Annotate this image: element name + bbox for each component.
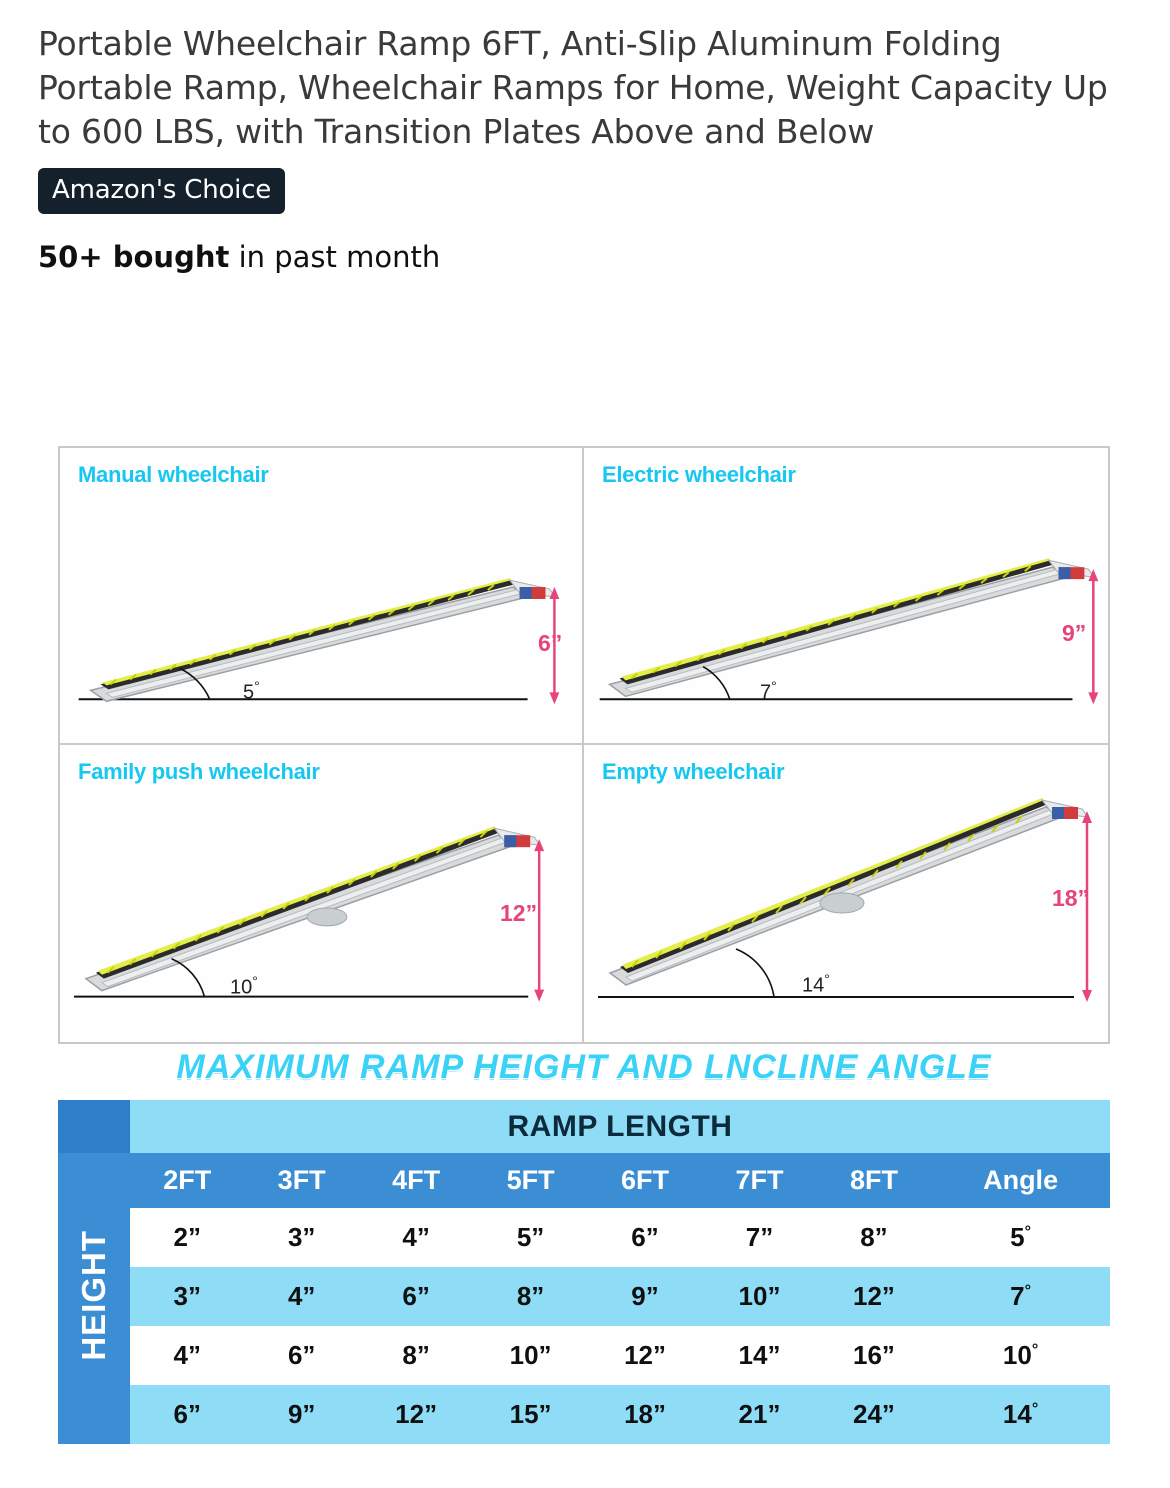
cell: 2” bbox=[130, 1208, 244, 1267]
bought-count bbox=[0, 214, 1170, 274]
cell: 12” bbox=[588, 1326, 702, 1385]
panel-height: 12” bbox=[500, 900, 538, 926]
panel-empty-wheelchair bbox=[584, 745, 1108, 1042]
cell-angle: 14° bbox=[931, 1385, 1110, 1444]
cell: 4” bbox=[244, 1267, 358, 1326]
cell: 24” bbox=[817, 1385, 931, 1444]
column-header: Angle bbox=[931, 1153, 1110, 1208]
cell-angle: 10° bbox=[931, 1326, 1110, 1385]
amazons-choice-row bbox=[0, 154, 1170, 214]
cell: 10” bbox=[702, 1267, 816, 1326]
panel-label: Manual wheelchair bbox=[78, 462, 269, 487]
cell: 7” bbox=[702, 1208, 816, 1267]
panel-height: 9” bbox=[1062, 620, 1087, 646]
table-row bbox=[58, 1267, 1110, 1326]
cell: 4” bbox=[359, 1208, 473, 1267]
panel-height: 18” bbox=[1052, 885, 1090, 911]
cell: 8” bbox=[359, 1326, 473, 1385]
cell: 12” bbox=[817, 1267, 931, 1326]
cell: 18” bbox=[588, 1385, 702, 1444]
column-header: 8FT bbox=[817, 1153, 931, 1208]
panel-height: 6” bbox=[538, 630, 563, 656]
column-header: 2FT bbox=[130, 1153, 244, 1208]
column-header: 7FT bbox=[702, 1153, 816, 1208]
cell: 6” bbox=[244, 1326, 358, 1385]
cell: 9” bbox=[588, 1267, 702, 1326]
column-header: 5FT bbox=[473, 1153, 587, 1208]
panel-label: Electric wheelchair bbox=[602, 462, 796, 487]
cell: 8” bbox=[817, 1208, 931, 1267]
ramp-illustration-icon bbox=[60, 745, 582, 1042]
panel-electric-wheelchair bbox=[584, 448, 1108, 745]
cell: 15” bbox=[473, 1385, 587, 1444]
cell-angle: 5° bbox=[931, 1208, 1110, 1267]
ramp-panel-grid bbox=[58, 446, 1110, 1044]
table-row bbox=[58, 1385, 1110, 1444]
ramp-illustration-icon bbox=[60, 448, 582, 743]
cell: 9” bbox=[244, 1385, 358, 1444]
chart-title: MAXIMUM RAMP HEIGHT AND LNCLINE ANGLE bbox=[176, 1048, 992, 1086]
panel-family-push-wheelchair bbox=[60, 745, 584, 1042]
product-infographic bbox=[58, 446, 1110, 1044]
status-badge: Amazon's Choice bbox=[38, 168, 285, 214]
panel-label: Family push wheelchair bbox=[78, 759, 320, 784]
column-header: 6FT bbox=[588, 1153, 702, 1208]
panel-angle: 5° bbox=[243, 678, 260, 704]
cell: 6” bbox=[359, 1267, 473, 1326]
column-header: 3FT bbox=[244, 1153, 358, 1208]
page-title: Portable Wheelchair Ramp 6FT, Anti-Slip Aluminum Folding Portable Ramp, Wheelchair Ramps for Home, Weight Capacity Up to 600 LBS, with Transition Plates Above and Below bbox=[38, 24, 1108, 151]
table-row bbox=[58, 1326, 1110, 1385]
cell: 6” bbox=[588, 1208, 702, 1267]
table-column-header-row bbox=[58, 1153, 1110, 1208]
cell: 6” bbox=[130, 1385, 244, 1444]
cell: 3” bbox=[130, 1267, 244, 1326]
panel-manual-wheelchair bbox=[60, 448, 584, 745]
bought-count-suffix: in past month bbox=[229, 240, 441, 274]
table-span-header-row bbox=[58, 1100, 1110, 1153]
ramp-height-angle-table bbox=[58, 1100, 1110, 1444]
table-span-header: RAMP LENGTH bbox=[130, 1100, 1110, 1153]
panel-angle: 10° bbox=[230, 973, 258, 999]
cell: 3” bbox=[244, 1208, 358, 1267]
ramp-illustration-icon bbox=[584, 448, 1108, 743]
ramp-illustration-icon bbox=[584, 745, 1108, 1042]
table-corner-cell bbox=[58, 1100, 130, 1153]
cell: 4” bbox=[130, 1326, 244, 1385]
table-height-axis-label: HEIGHT bbox=[58, 1153, 130, 1444]
panel-angle: 14° bbox=[802, 971, 830, 997]
table-row bbox=[58, 1208, 1110, 1267]
cell: 16” bbox=[817, 1326, 931, 1385]
cell: 10” bbox=[473, 1326, 587, 1385]
cell: 14” bbox=[702, 1326, 816, 1385]
panel-label: Empty wheelchair bbox=[602, 759, 785, 784]
cell: 21” bbox=[702, 1385, 816, 1444]
cell-angle: 7° bbox=[931, 1267, 1110, 1326]
cell: 5” bbox=[473, 1208, 587, 1267]
bought-count-value: 50+ bought bbox=[38, 240, 230, 274]
cell: 12” bbox=[359, 1385, 473, 1444]
cell: 8” bbox=[473, 1267, 587, 1326]
column-header: 4FT bbox=[359, 1153, 473, 1208]
panel-angle: 7° bbox=[760, 678, 777, 704]
